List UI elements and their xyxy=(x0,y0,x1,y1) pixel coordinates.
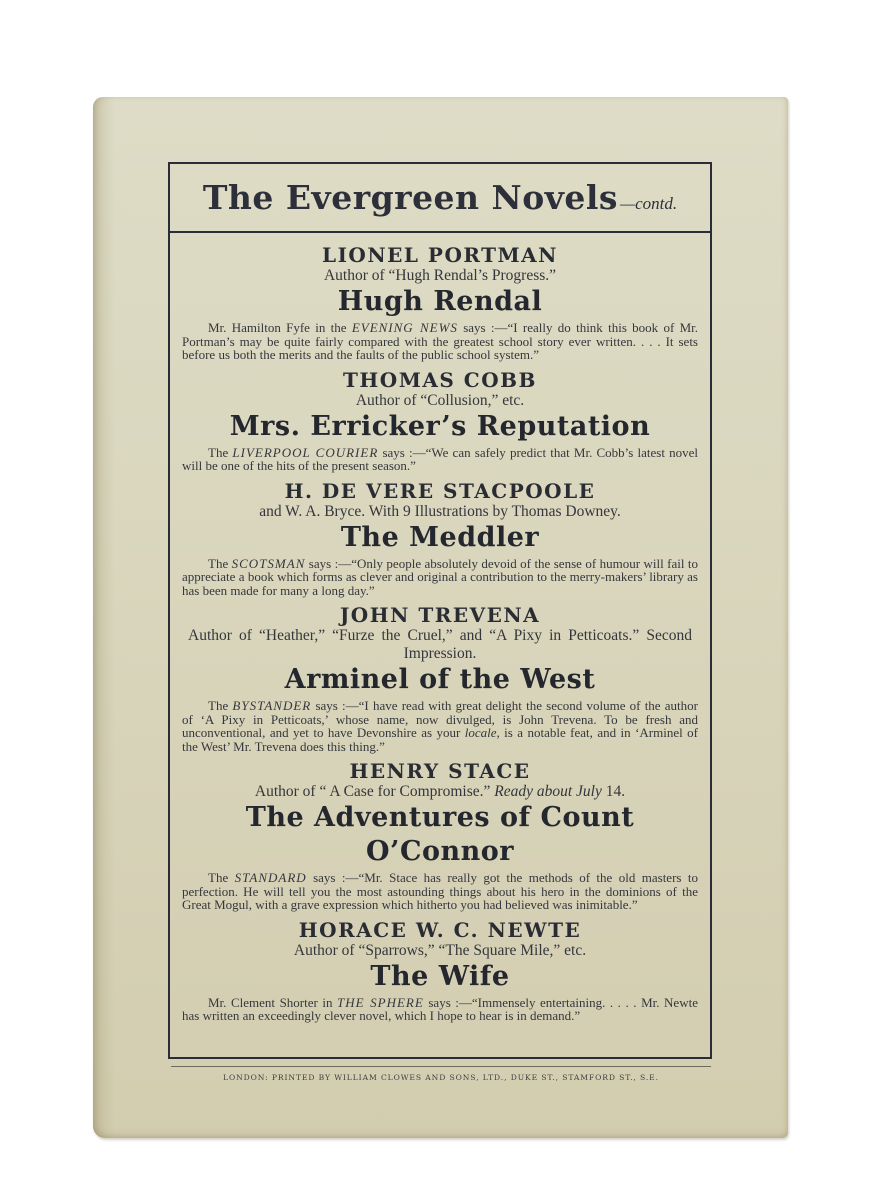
author-credits: and W. A. Bryce. With 9 Illustrations by Thomas Downey. xyxy=(259,502,621,520)
review-intro: The xyxy=(208,444,233,460)
author-name: LIONEL PORTMAN xyxy=(322,243,558,267)
author-name: HENRY STACE xyxy=(349,759,531,783)
review-source: EVENING NEWS xyxy=(351,320,458,335)
review-quote: says :—“Immensely entertaining. . . . . Mr. Newte has written an exceedingly clever novel, which I hope to hear is in demand.” xyxy=(182,994,698,1023)
book-title: The Wife xyxy=(370,960,510,992)
author-credits xyxy=(180,783,700,801)
author-credits-text: Author of “ A Case for Compromise.” xyxy=(254,783,495,800)
review-intro: The xyxy=(208,870,235,885)
footer-divider xyxy=(171,1066,711,1067)
book-title: The Meddler xyxy=(340,521,540,553)
book-title: Mrs. Erricker’s Reputation xyxy=(229,410,651,442)
review-quote-end: , is a notable feat, and in ‘Arminel of the West’ Mr. Trevena does this thing.” xyxy=(182,725,698,754)
review-intro: The xyxy=(208,555,232,571)
press-review xyxy=(180,871,700,912)
header-panel xyxy=(170,164,710,233)
review-source: BYSTANDER xyxy=(232,698,312,713)
author-credits: Author of “Hugh Rendal’s Progress.” xyxy=(323,267,557,284)
review-quote: says :—“I have read with great delight the second volume of the author of ‘A Pixy in Petticoats,’ whose name, now divulged, is John Trevena. To be fresh and unconventional, and yet to have Devonshire as your xyxy=(182,698,698,740)
book-title: Hugh Rendal xyxy=(337,286,543,317)
review-quote: says :—“Mr. Stace has really got the methods of the old masters to perfection. He will tell you the most astounding things about his hero in the dominions of the Great Mogul, with a grave expression which hitherto you had believed was inimitable.” xyxy=(182,870,698,912)
author-name: H. DE VERE STACPOOLE xyxy=(284,478,596,503)
series-title: The Evergreen Novels xyxy=(202,178,618,217)
release-date: 14. xyxy=(601,783,626,800)
review-italic-word: locale xyxy=(464,725,497,740)
book-back-cover xyxy=(93,97,788,1138)
author-name: HORACE W. C. NEWTE xyxy=(298,917,582,942)
book-title: The Adventures of Count O’Connor xyxy=(245,802,635,867)
author-name: THOMAS COBB xyxy=(343,367,537,392)
author-name: JOHN TREVENA xyxy=(339,603,541,627)
review-intro: Mr. Clement Shorter in xyxy=(208,994,338,1010)
novel-entry xyxy=(180,918,700,1023)
novel-entry xyxy=(180,479,700,598)
review-source: LIVERPOOL COURIER xyxy=(232,444,379,460)
printer-imprint: LONDON: PRINTED BY WILLIAM CLOWES AND SONS, LTD., DUKE ST., STAMFORD ST., S.E. xyxy=(223,1073,659,1082)
press-review xyxy=(180,446,700,473)
advertisement-frame xyxy=(168,162,712,1059)
review-intro: Mr. Hamilton Fyfe in the xyxy=(208,320,352,335)
novel-listings xyxy=(170,233,710,1023)
review-intro: The xyxy=(208,698,233,713)
press-review xyxy=(180,699,700,753)
author-credits: Author of “Heather,” “Furze the Cruel,” and “A Pixy in Petticoats.” Second Impression. xyxy=(188,627,692,662)
review-quote: says :—“Only people absolutely devoid of the sense of humour will fail to appreciate a book which forms as clever and original a contribution to the merry-makers’ library as has been made for many a long day.” xyxy=(182,555,698,598)
press-review xyxy=(180,321,700,362)
novel-entry xyxy=(180,603,700,753)
review-quote: says :—“We can safely predict that Mr. Cobb’s latest novel will be one of the hits of the present season.” xyxy=(182,444,698,473)
review-quote: says :—“I really do think this book of Mr. Portman’s may be quite fairly compared with the greatest school story ever written. . . . It sets before us both the merits and the faults of the public school system.” xyxy=(182,320,699,362)
author-credits: Author of “Collusion,” etc. xyxy=(355,391,525,409)
review-source: SCOTSMAN xyxy=(231,555,306,571)
press-review xyxy=(180,996,700,1023)
novel-entry xyxy=(180,368,700,473)
novel-entry xyxy=(180,243,700,362)
press-review xyxy=(180,557,700,598)
book-title: Arminel of the West xyxy=(284,664,596,695)
review-source: STANDARD xyxy=(234,870,307,885)
release-note: Ready about July xyxy=(494,783,602,800)
novel-entry xyxy=(180,759,700,912)
series-title-suffix: —contd. xyxy=(620,193,678,213)
author-credits: Author of “Sparrows,” “The Square Mile,” etc. xyxy=(293,941,587,959)
review-source: THE SPHERE xyxy=(337,994,424,1010)
